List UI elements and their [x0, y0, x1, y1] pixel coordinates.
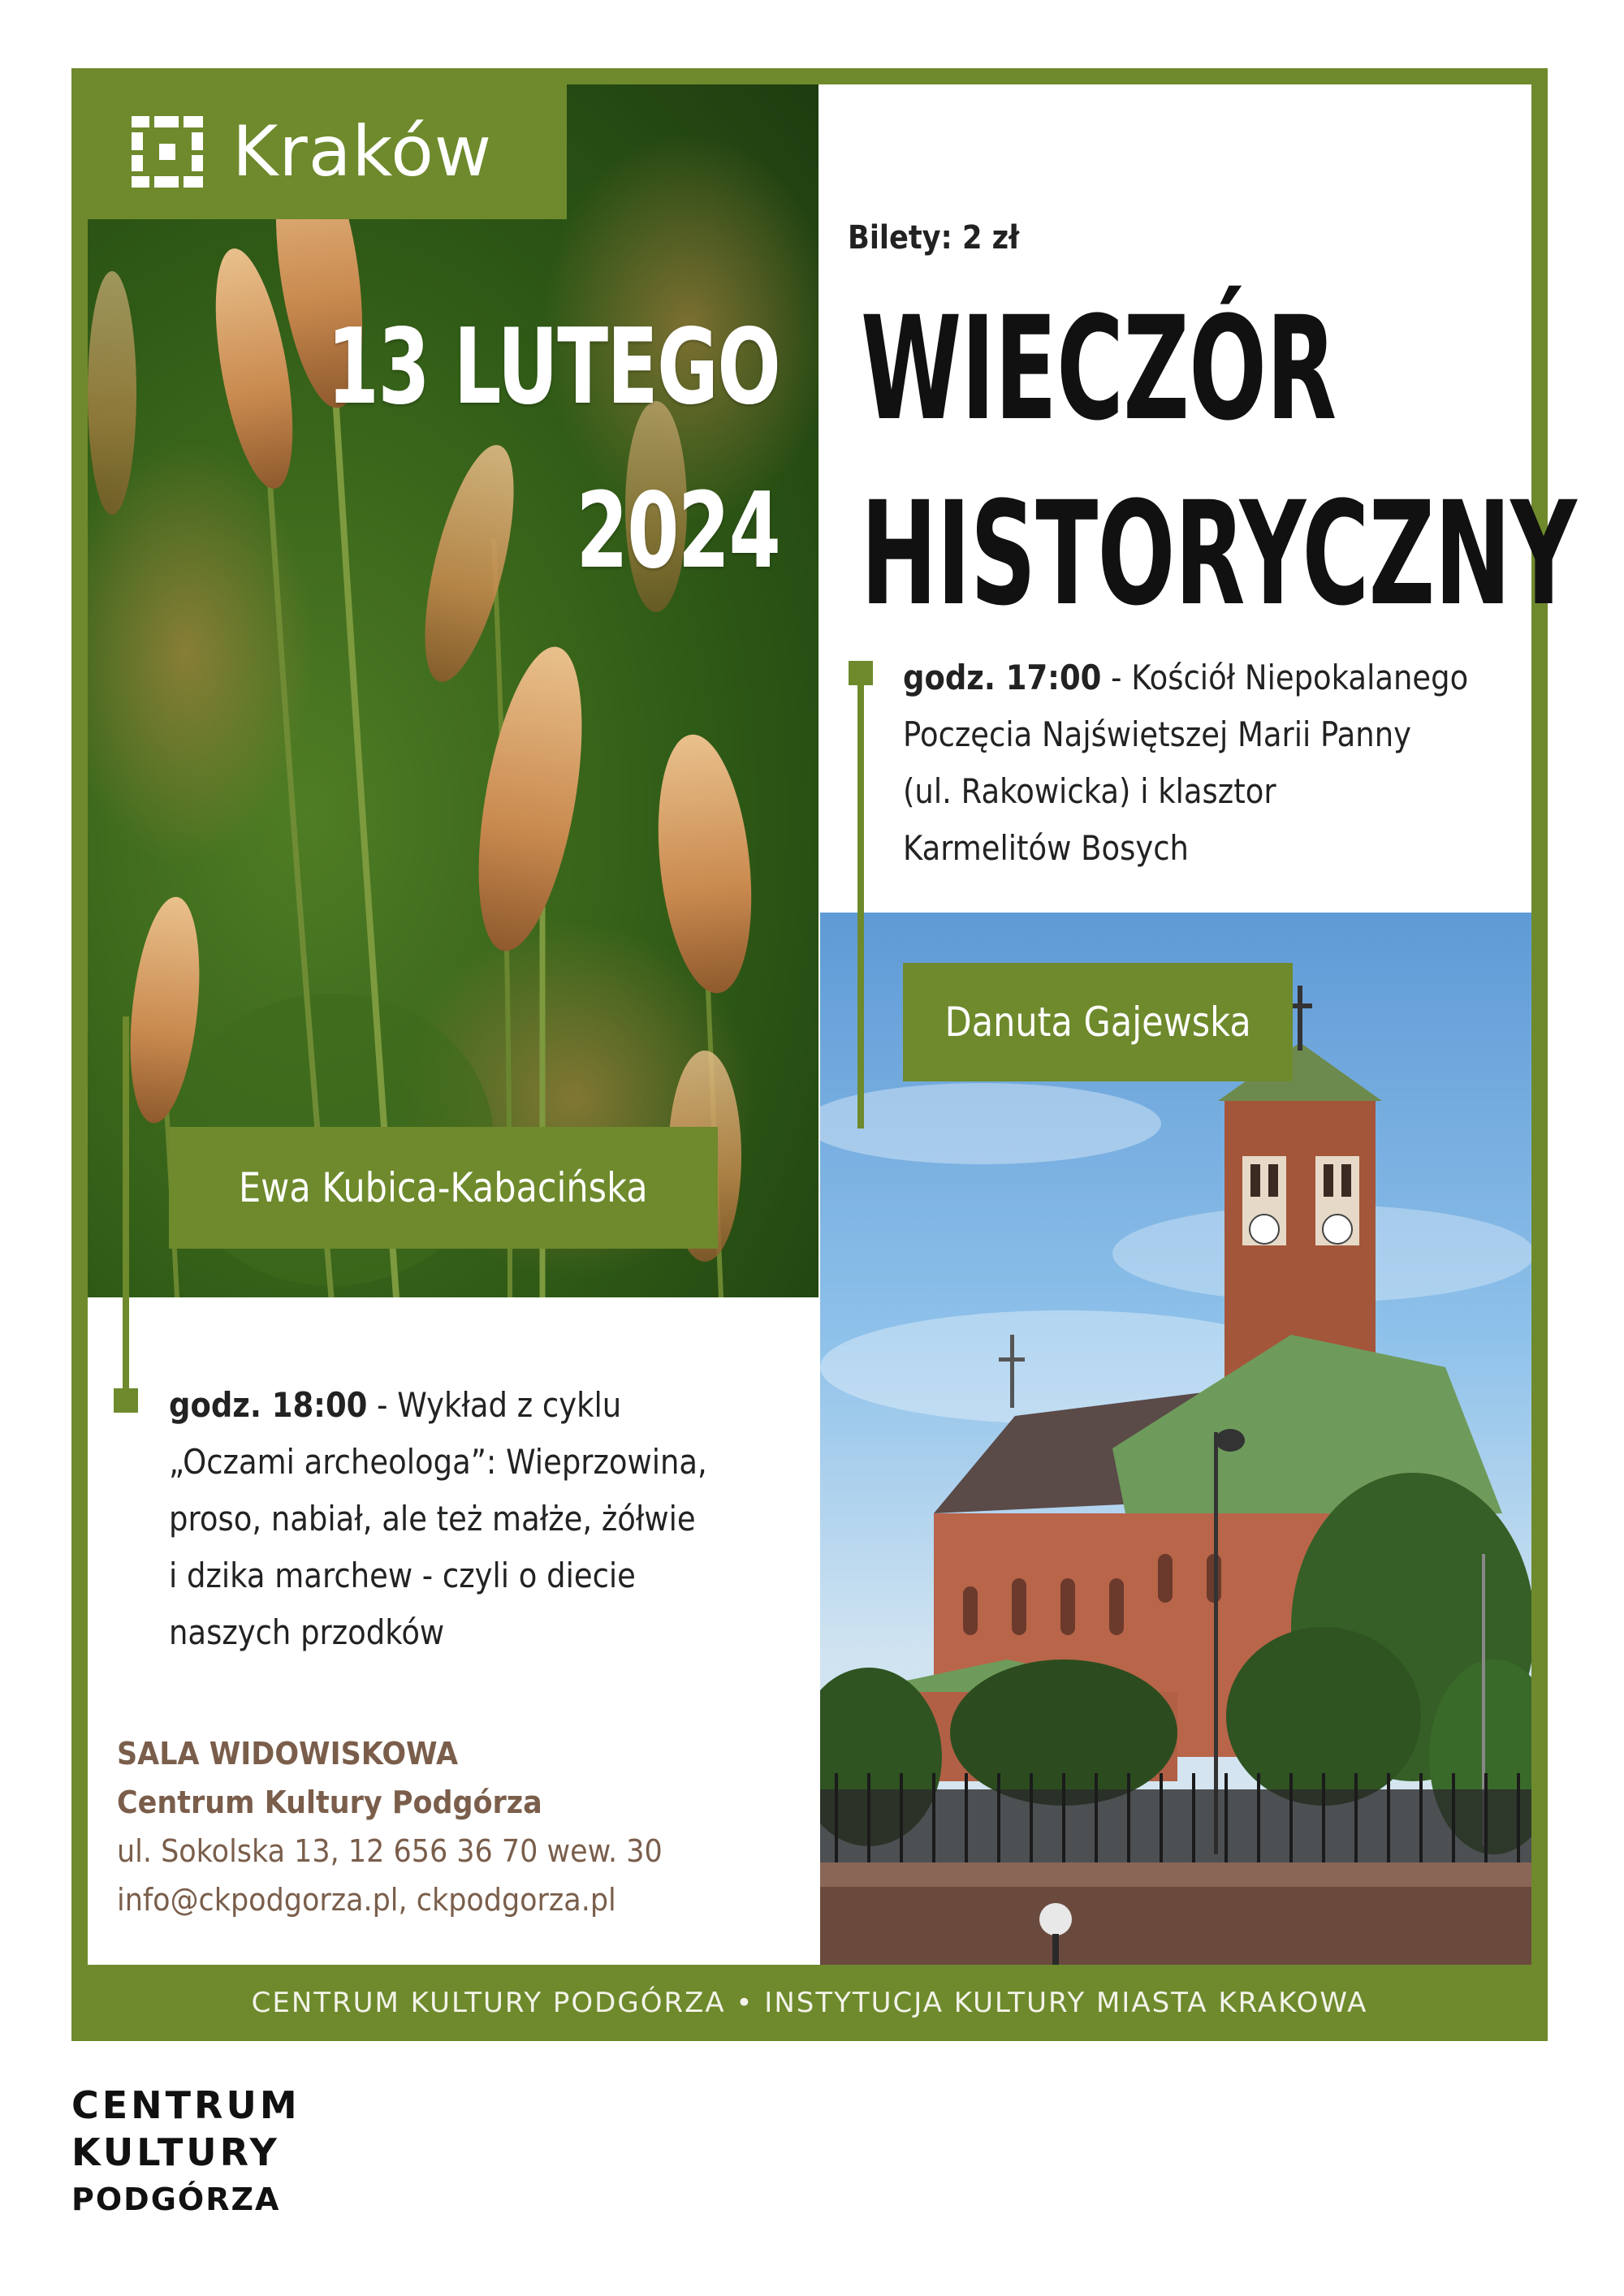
session2-description	[169, 1377, 784, 1661]
session1-description	[903, 650, 1489, 877]
speaker-tag-ewa	[169, 1127, 718, 1249]
venue-info	[117, 1729, 710, 1924]
session2-text: - Wykład z cyklu „Oczami archeologa”: Wieprzowina, proso, nabiał, ale też małże, żółwie i dzika marchew - czyli o diecie naszych przodków	[169, 1385, 707, 1652]
krakow-logo	[88, 84, 567, 219]
accent-line-right	[857, 674, 864, 1129]
org-logo-line3: PODGÓRZA	[71, 2182, 281, 2217]
org-logo-line2: KULTURY	[71, 2130, 280, 2174]
venue-hall: SALA WIDOWISKOWA	[117, 1736, 459, 1772]
ticket-price: Bilety: 2 zł	[848, 219, 1020, 257]
session2-time: godz. 18:00	[169, 1385, 368, 1425]
accent-dot-icon	[849, 661, 873, 685]
speaker-name: Ewa Kubica-Kabacińska	[239, 1164, 648, 1211]
event-date-year: 2024	[576, 471, 780, 592]
venue-center: Centrum Kultury Podgórza	[117, 1785, 542, 1820]
krakow-logo-text: Kraków	[232, 111, 493, 192]
org-logo	[71, 2082, 300, 2223]
speaker-tag-danuta	[903, 963, 1293, 1081]
grass-photo	[88, 84, 818, 1297]
speaker-name: Danuta Gajewska	[944, 999, 1251, 1046]
event-title-line2: HISTORYCZNY	[861, 471, 1577, 637]
accent-dot-icon	[114, 1388, 138, 1413]
session1-time: godz. 17:00	[903, 658, 1102, 697]
krakow-logo-icon	[127, 111, 208, 192]
venue-address: ul. Sokolska 13, 12 656 36 70 wew. 30	[117, 1833, 663, 1869]
event-title-line1: WIECZÓR	[861, 286, 1337, 452]
event-date-day-month: 13 LUTEGO	[326, 307, 780, 428]
org-logo-line1: CENTRUM	[71, 2083, 300, 2127]
grass-illustration	[88, 84, 818, 1297]
session1-text: - Kościół Niepokalanego Poczęcia Najświętszej Marii Panny (ul. Rakowicka) i klasztor Karmelitów Bosych	[903, 658, 1469, 868]
footer-strip: CENTRUM KULTURY PODGÓRZA • INSTYTUCJA KULTURY MIASTA KRAKOWA	[251, 1987, 1368, 2019]
venue-contact: info@ckpodgorza.pl, ckpodgorza.pl	[117, 1882, 616, 1918]
accent-line-left	[123, 1016, 129, 1398]
